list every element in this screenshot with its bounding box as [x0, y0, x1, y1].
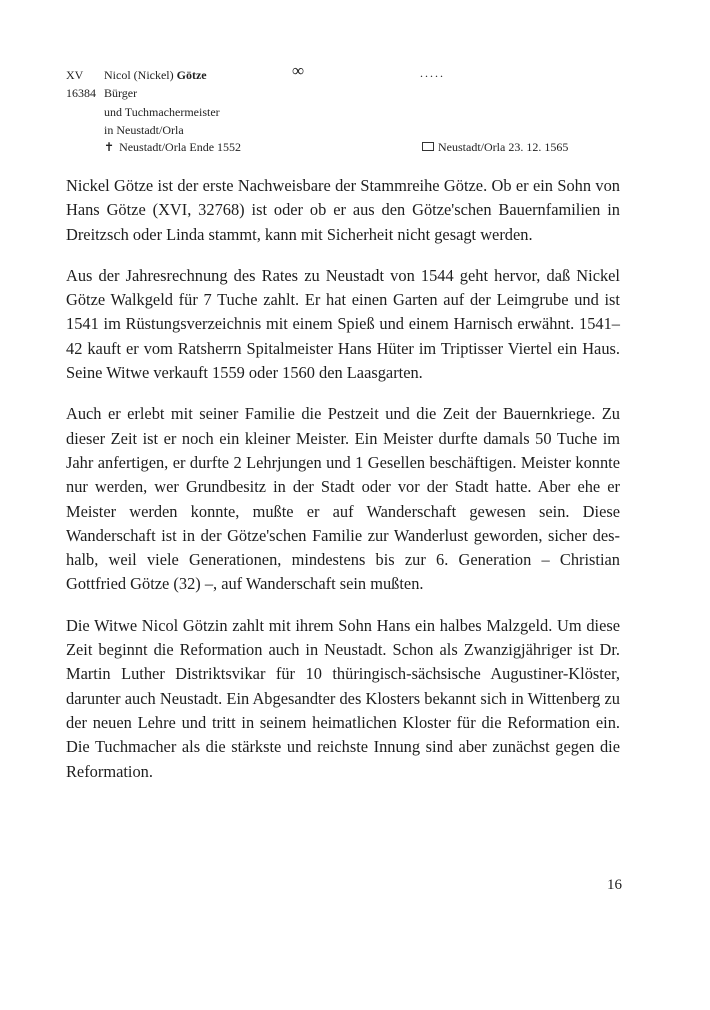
paragraph: Auch er erlebt mit seiner Familie die Pestzeit und die Zeit der Bauernkriege. Zu dieser Zeit ist er noch ein kleiner Meister. Ein Meister durfte damals 50 Tuche im Jahr anfertigen, er durfte 2 Lehrjungen und 1 Gesellen beschäftigen. Meister konnte nur werden, wer Grundbesitz in der Stadt oder vor der Stadt hatte. Aber ehe er Meister werden konnte, mußte er auf Wanderschaft gewesen sein. Diese Wanderschaft ist in der Götze'schen Familie zur Wanderlust geworden, sicher deshalb, weil viele Generationen, mindestens bis zur 6. Generation – Christian Gottfried Götze (32) –, auf Wanderschaft sein mußten. [66, 404, 620, 594]
paragraph: Aus der Jahresrechnung des Rates zu Neustadt von 1544 geht hervor, daß Nickel Götze Walkgeld für 7 Tuche zahlt. Er hat einen Garten auf der Leimgrube und ist 1541 im Rüstungsverzeichnis mit einem Spieß und einem Harnisch erwähnt. 1541–42 kauft er vom Ratsherrn Spitalmeister Hans Hüter im Triptisser Viertel ein Haus. Seine Witwe verkauft 1559 oder 1560 den Laasgarten. [66, 265, 620, 383]
paragraph: Nickel Götze ist der erste Nachweisbare der Stammreihe Götze. Ob er ein Sohn von Hans Götze (XVI, 32768) ist oder ob er aus den Götze'schen Bauernfamilien in Dreitzsch oder Linda stammt, kann mit Sicherheit nicht gesagt werden. [66, 176, 620, 244]
marriage-icon: ∞ [292, 61, 305, 80]
spouse-placeholder: ..... [420, 66, 445, 80]
occupation-line: und Tuchmachermeister [104, 105, 220, 119]
paragraph: Die Witwe Nicol Götzin zahlt mit ihrem Sohn Hans ein halbes Malzgeld. Um diese Zeit beginnt die Reformation auch in Neustadt. Schon als Zwanzigjähriger ist Dr. Martin Luther Distriktsvikar für 10 thüringisch-sächsische Augustiner-Klöster, darunter auch Neustadt. Ein Abgesandter des Klosters bekannt sich in Wittenberg zu der neuen Lehre und tritt in seinem heimatlichen Kloster für die Reformation ein. Die Tuchmacher als die stärkste und reichste Innung sind aber zunächst gegen die Reformation. [66, 615, 620, 781]
burial-record [422, 139, 568, 156]
page-number: 16 [607, 877, 622, 893]
person-surname: Götze [176, 68, 207, 82]
death-text: Neustadt/Orla Ende 1552 [119, 140, 242, 154]
generation-number: XV [66, 68, 84, 82]
occupation-line: in Neustadt/Orla [104, 123, 184, 137]
death-cross-icon: ✝ [104, 140, 115, 154]
burial-box-icon [422, 142, 434, 151]
person-number: 16384 [66, 86, 96, 100]
body-text [66, 174, 620, 801]
person-given-names: Nicol (Nickel) [104, 68, 177, 82]
death-record [104, 139, 241, 156]
burial-text: Neustadt/Orla 23. 12. 1565 [438, 140, 569, 154]
person-name [104, 67, 207, 84]
occupation-line: Bürger [104, 86, 138, 100]
